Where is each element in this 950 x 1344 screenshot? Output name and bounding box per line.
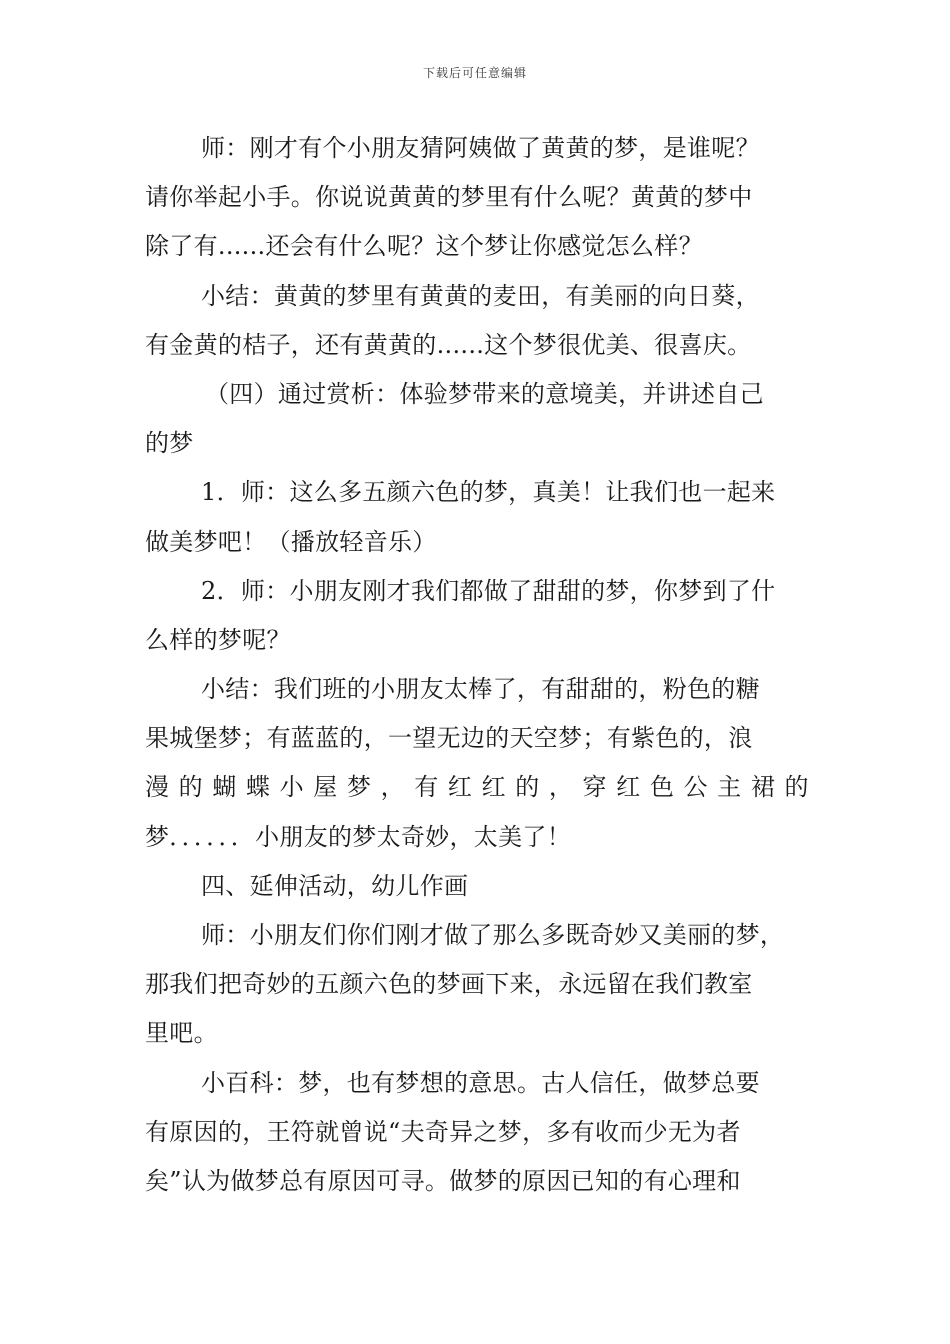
section-heading-appreciation bbox=[145, 370, 809, 468]
text-line: 的梦 bbox=[145, 429, 194, 458]
justified-char: 主 bbox=[717, 773, 742, 802]
document-body bbox=[145, 124, 809, 1206]
justified-char: 漫 bbox=[145, 773, 170, 802]
paragraph-step-2 bbox=[145, 567, 809, 665]
text-line: 里吧。 bbox=[145, 1019, 218, 1048]
justified-char: 的 bbox=[515, 773, 540, 802]
text-line: 小结：黄黄的梦里有黄黄的麦田，有美丽的向日葵， bbox=[201, 281, 760, 310]
text-line: 请你举起小手。你说说黄黄的梦里有什么呢？黄黄的梦中 bbox=[145, 183, 753, 212]
justified-char: 公 bbox=[683, 773, 708, 802]
text-line: 师：小朋友们你们刚才做了那么多既奇妙又美丽的梦， bbox=[201, 921, 785, 949]
text-line: 四、延伸活动，幼儿作画 bbox=[201, 871, 469, 900]
section-heading-extension bbox=[145, 862, 809, 911]
text-line-justified bbox=[145, 763, 809, 812]
paragraph-teacher-drawing bbox=[145, 911, 809, 1059]
text-line: 2．师：小朋友刚才我们都做了甜甜的梦，你梦到了什 bbox=[201, 576, 776, 605]
text-line: 1．师：这么多五颜六色的梦，真美！让我们也一起来 bbox=[201, 478, 776, 507]
page-header: 下载后可任意编辑 bbox=[422, 66, 527, 80]
justified-char: 红 bbox=[447, 773, 473, 802]
justified-char: 的 bbox=[178, 773, 203, 802]
text-line: 么样的梦呢？ bbox=[145, 625, 291, 654]
text-line: 师：刚才有个小朋友猜阿姨做了黄黄的梦，是谁呢？ bbox=[201, 134, 760, 162]
text-line: 矣”认为做梦总有原因可寻。做梦的原因已知的有心理和 bbox=[145, 1166, 741, 1195]
text-line: 有原因的，王符就曾说“夫奇异之梦，多有收而少无为者 bbox=[145, 1117, 741, 1146]
text-line: 那我们把奇妙的五颜六色的梦画下来，永远留在我们教室 bbox=[145, 970, 753, 999]
paragraph-teacher-yellow-dream bbox=[145, 124, 809, 272]
paragraph-summary-class-dreams bbox=[145, 665, 809, 862]
paragraph-encyclopedia bbox=[145, 1059, 809, 1207]
text-line: 果城堡梦；有蓝蓝的，一望无边的天空梦；有紫色的，浪 bbox=[145, 724, 753, 753]
text-line: （四）通过赏析：体验梦带来的意境美，并讲述自己 bbox=[205, 379, 764, 408]
justified-char: 蝶 bbox=[245, 773, 271, 802]
justified-char: ， bbox=[380, 773, 405, 802]
text-line: 有金黄的桔子，还有黄黄的......这个梦很优美、很喜庆。 bbox=[145, 330, 752, 359]
paragraph-step-1 bbox=[145, 468, 809, 566]
justified-char: ， bbox=[548, 773, 574, 802]
justified-char: 红 bbox=[481, 773, 506, 802]
paragraph-summary-yellow-dream bbox=[145, 272, 809, 370]
text-line: 除了有......还会有什么呢？这个梦让你感觉怎么样？ bbox=[145, 232, 703, 261]
text-line: 做美梦吧！（播放轻音乐） bbox=[145, 527, 437, 556]
justified-char: 红 bbox=[616, 773, 641, 802]
justified-char: 裙 bbox=[750, 773, 776, 802]
justified-char: 屋 bbox=[313, 773, 338, 802]
justified-char: 蝴 bbox=[212, 773, 237, 802]
justified-char: 有 bbox=[414, 773, 439, 802]
text-line: 梦．．．．．．小朋友的梦太奇妙，太美了！ bbox=[145, 822, 571, 851]
justified-char: 穿 bbox=[582, 773, 607, 802]
text-line: 小百科：梦，也有梦想的意思。古人信任，做梦总要 bbox=[201, 1068, 760, 1097]
justified-char: 的 bbox=[784, 773, 809, 802]
justified-char: 梦 bbox=[346, 773, 372, 802]
justified-char: 色 bbox=[649, 773, 675, 802]
justified-char: 小 bbox=[279, 773, 304, 802]
text-line: 小结：我们班的小朋友太棒了，有甜甜的，粉色的糖 bbox=[201, 675, 760, 704]
